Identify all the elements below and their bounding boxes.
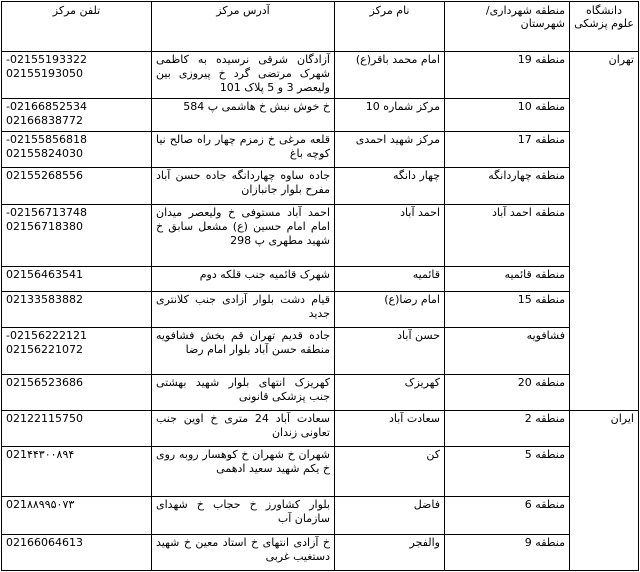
phone-number: 02155824030: [6, 146, 83, 160]
phone-cell: [2, 131, 152, 167]
center-name-cell: حسن آباد: [335, 328, 445, 375]
center-name-cell: امام محمد باقر(ع): [335, 52, 445, 99]
phone-number: 02122115750: [6, 412, 83, 426]
phone-number: 02166838772: [6, 113, 83, 127]
center-name-cell: کهریزک: [335, 374, 445, 410]
phone-cell: [2, 374, 152, 410]
table-row: [2, 131, 639, 167]
table-row: [2, 374, 639, 410]
center-name-cell: چهار دانگه: [335, 168, 445, 204]
header-center-name: نام مرکز: [335, 2, 445, 52]
center-name-cell: احمد آباد: [335, 204, 445, 266]
region-cell: منطقه قائمیه: [445, 266, 570, 291]
phone-number: 021۸۸۹۹۵۰۷۳: [6, 498, 75, 512]
header-university: دانشگاه علوم پزشکی: [570, 2, 639, 52]
phone-cell: [2, 266, 152, 291]
center-name-cell: کن: [335, 447, 445, 497]
header-region: منطقه شهرداری/ شهرستان: [445, 2, 570, 52]
region-cell: منطقه 20: [445, 374, 570, 410]
address-cell: خ آزادی انتهای خ استاد معین خ شهید دستغیب غربی: [152, 534, 335, 570]
centers-table: [1, 1, 639, 571]
region-cell: منطقه 9: [445, 534, 570, 570]
address-cell: احمد آباد مستوفی خ ولیعصر میدان امام امام حسین (ع) مشعل سابق خ شهید مطهری پ 298: [152, 204, 335, 266]
address-cell: آزادگان شرقی نرسیده به کاظمی شهرک مرتضی گرد خ پیروزی بین ولیعصر 3 و 5 پلاک 101: [152, 52, 335, 99]
address-cell: کهریزک انتهای بلوار شهید بهشتی جنب پزشکی قانونی: [152, 374, 335, 410]
region-cell: منطقه 6: [445, 497, 570, 534]
table-row: [2, 52, 639, 99]
address-cell: خ خوش نبش خ هاشمی پ 584: [152, 98, 335, 131]
address-cell: قیام دشت بلوار آزادی جنب کلانتری جدید: [152, 291, 335, 327]
header-row: [2, 2, 639, 52]
table-row: [2, 497, 639, 534]
phone-cell: [2, 98, 152, 131]
table-row: [2, 204, 639, 266]
phone-number: 02133583882: [6, 292, 83, 306]
address-cell: بلوار کشاورز خ حجاب خ شهدای سازمان آب: [152, 497, 335, 534]
table-row: [2, 447, 639, 497]
phone-cell: [2, 328, 152, 375]
table-row: [2, 291, 639, 327]
phone-number: 02156221072: [6, 343, 83, 357]
center-name-cell: مرکز شهید احمدی: [335, 131, 445, 167]
center-name-cell: قائمیه: [335, 266, 445, 291]
region-cell: منطقه احمد آباد: [445, 204, 570, 266]
phone-cell: [2, 291, 152, 327]
address-cell: جاده قدیم تهران قم بخش فشافویه منطقه حسن آباد بلوار امام رضا: [152, 328, 335, 375]
region-cell: فشافویه: [445, 328, 570, 375]
table-row: [2, 328, 639, 375]
phone-number: -02155193322: [6, 53, 87, 66]
phone-number: 02155193050: [6, 67, 83, 80]
region-cell: منطقه 5: [445, 447, 570, 497]
phone-cell: [2, 204, 152, 266]
region-cell: منطقه چهاردانگه: [445, 168, 570, 204]
header-phone: تلفن مرکز: [2, 2, 152, 52]
region-cell: منطقه 17: [445, 131, 570, 167]
center-name-cell: امام رضا(ع): [335, 291, 445, 327]
phone-cell: [2, 534, 152, 570]
region-cell: منطقه 19: [445, 52, 570, 99]
phone-number: -02166852534: [6, 99, 87, 113]
table-row: [2, 266, 639, 291]
center-name-cell: فاضل: [335, 497, 445, 534]
address-cell: قلعه مرغی خ زمزم چهار راه صالح نیا کوچه باغ: [152, 131, 335, 167]
phone-number: 02156523686: [6, 375, 83, 389]
phone-number: 021۴۴۳۰۰۸۹۴: [6, 448, 75, 462]
phone-number: 02166064613: [6, 535, 83, 549]
center-name-cell: سعادت آباد: [335, 411, 445, 447]
phone-cell: [2, 168, 152, 204]
phone-number: 02156463541: [6, 267, 83, 281]
region-cell: منطقه 10: [445, 98, 570, 131]
phone-number: -02156222121: [6, 329, 87, 343]
center-name-cell: والفجر: [335, 534, 445, 570]
university-cell: ایران: [570, 411, 639, 571]
phone-number: -02156713748: [6, 205, 87, 219]
address-cell: شهران خ شهران خ کوهسار روبه روی خ یکم شهید سعید ادهمی: [152, 447, 335, 497]
phone-cell: [2, 411, 152, 447]
center-name-cell: مرکز شماره 10: [335, 98, 445, 131]
phone-cell: [2, 447, 152, 497]
address-cell: شهرک قائمیه جنب قلکه دوم: [152, 266, 335, 291]
phone-number: -02155856818: [6, 132, 87, 146]
address-cell: جاده ساوه چهاردانگه جاده حسن آباد مفرح بلوار جانبازان: [152, 168, 335, 204]
region-cell: منطقه 2: [445, 411, 570, 447]
table-row: [2, 534, 639, 570]
table-row: [2, 98, 639, 131]
phone-number: 02155268556: [6, 169, 83, 183]
header-address: آدرس مرکز: [152, 2, 335, 52]
table-row: [2, 168, 639, 204]
address-cell: سعادت آباد 24 متری خ اوین جنب تعاونی زندان: [152, 411, 335, 447]
university-cell: تهران: [570, 52, 639, 411]
region-cell: منطقه 15: [445, 291, 570, 327]
phone-cell: [2, 497, 152, 534]
phone-cell: [2, 52, 152, 99]
table-row: [2, 411, 639, 447]
phone-number: 02156718380: [6, 219, 83, 233]
